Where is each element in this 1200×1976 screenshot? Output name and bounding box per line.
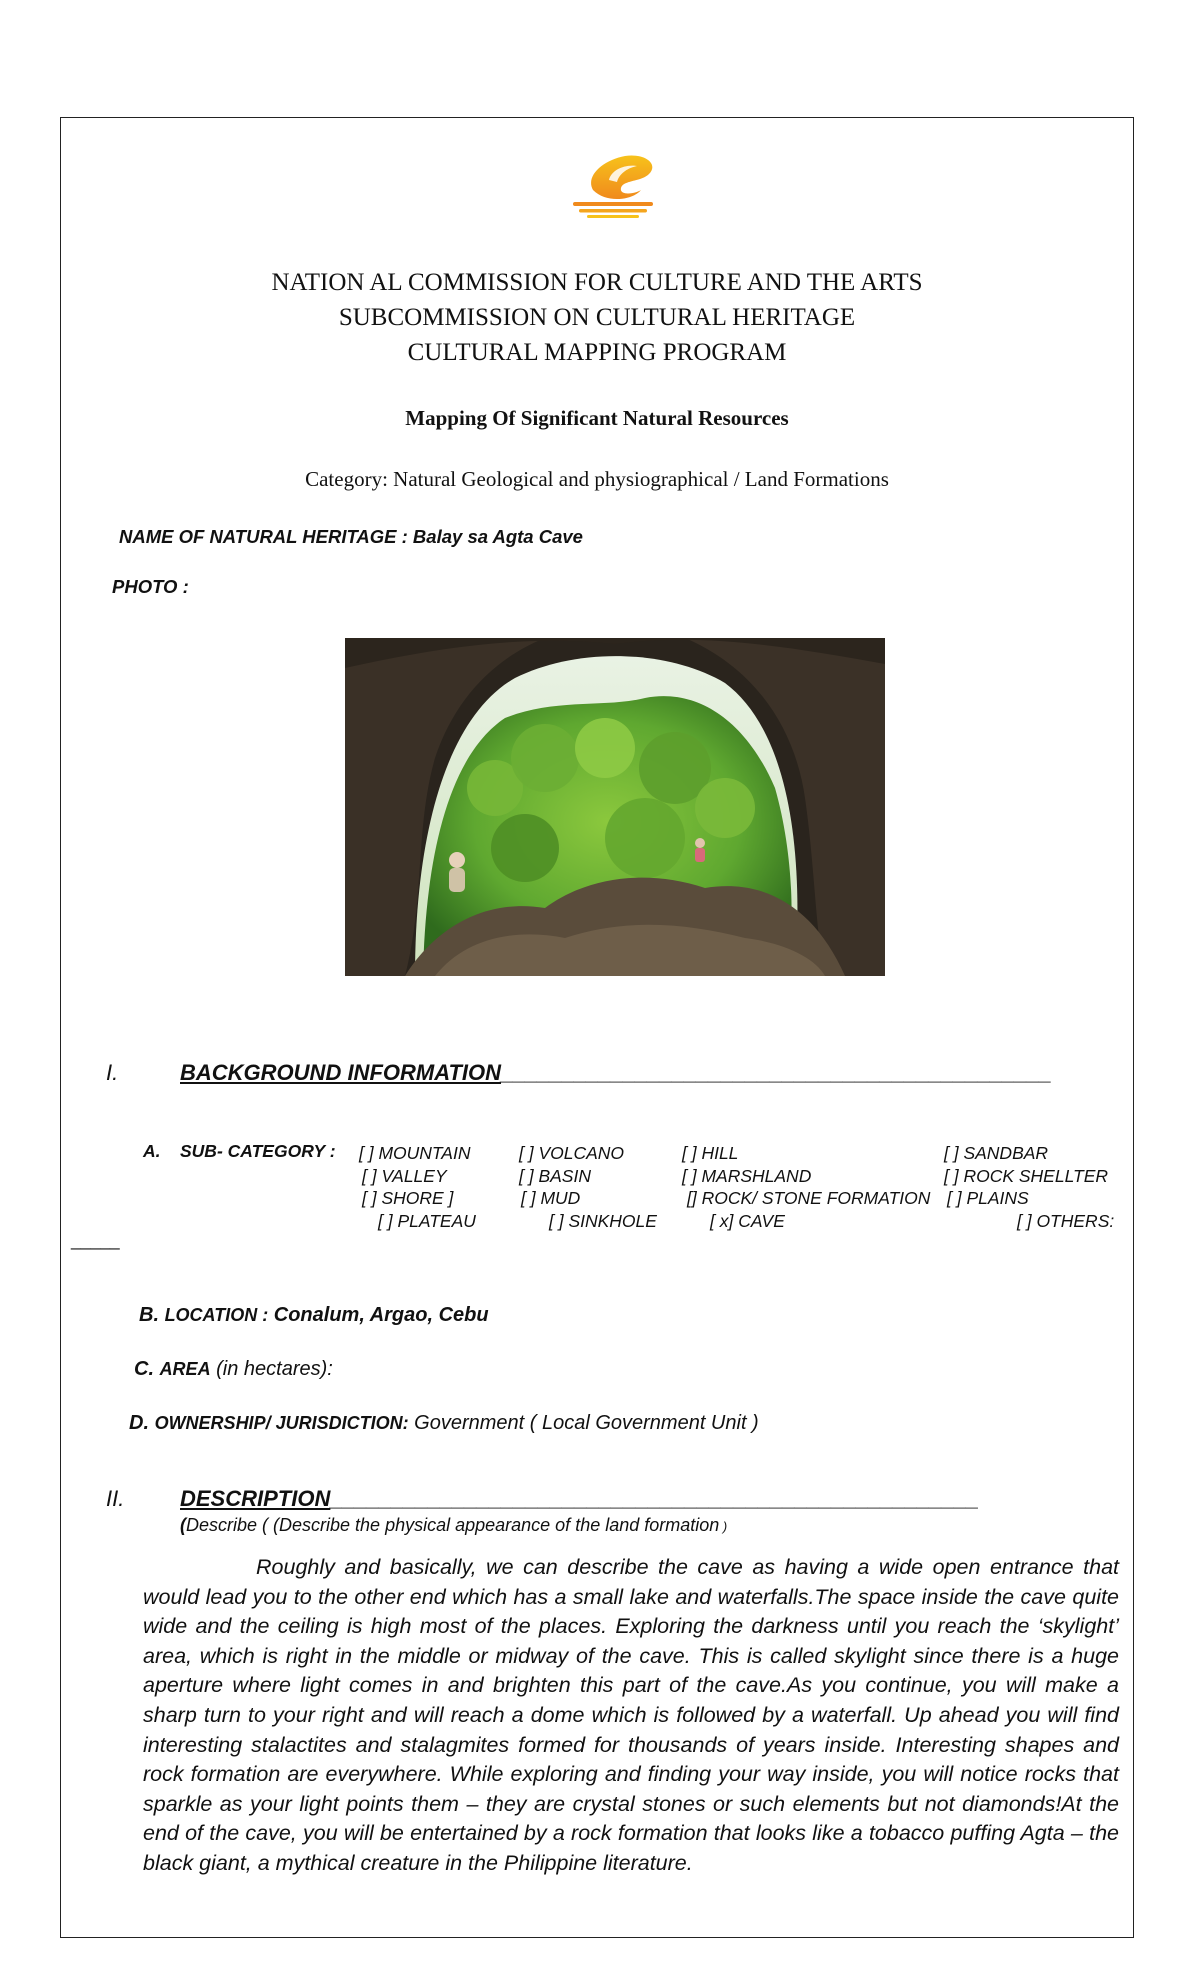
option-basin[interactable]: [ ] BASIN xyxy=(519,1166,591,1186)
ownership-row xyxy=(129,1412,759,1435)
sub-category-label: SUB- CATEGORY : xyxy=(180,1141,336,1161)
section-1-rule: _____________________________________________ xyxy=(501,1060,1052,1085)
header-line-2: SUBCOMMISSION ON CULTURAL HERITAGE xyxy=(338,304,856,331)
form-title: Mapping Of Significant Natural Resources xyxy=(405,406,789,430)
others-blank-line: _____ xyxy=(71,1230,120,1250)
option-sandbar[interactable]: [ ] SANDBAR xyxy=(944,1143,1049,1163)
option-volcano[interactable]: [ ] VOLCANO xyxy=(519,1143,625,1163)
category-line: Category: Natural Geological and physiographical / Land Formations xyxy=(305,467,889,491)
description-body xyxy=(143,1553,1119,1879)
option-mud[interactable]: [ ] MUD xyxy=(521,1188,581,1208)
option-rock-shelter[interactable]: [ ] ROCK SHELLTER xyxy=(944,1166,1109,1186)
header-block xyxy=(60,265,1134,370)
option-plateau[interactable]: [ ] PLATEAU xyxy=(378,1211,476,1231)
section-2-number: II. xyxy=(106,1486,125,1511)
instruction-text: Describe ( (Describe the physical appearance of the land formation xyxy=(186,1515,720,1535)
section-1-number: I. xyxy=(106,1060,119,1085)
ownership-prefix: D. xyxy=(129,1412,155,1434)
option-cave[interactable]: [ x] CAVE xyxy=(710,1211,785,1231)
header-line-1: NATION AL COMMISSION FOR CULTURE AND THE ARTS xyxy=(271,269,923,296)
photo-label: PHOTO : xyxy=(112,576,189,597)
ncca-flame-logo-icon xyxy=(563,150,663,220)
section-2-rule: _____________________________________________________ xyxy=(330,1486,979,1511)
heritage-name: NAME OF NATURAL HERITAGE : Balay sa Agta Cave xyxy=(119,526,583,547)
option-sinkhole[interactable]: [ ] SINKHOLE xyxy=(549,1211,657,1231)
cave-photo-icon xyxy=(345,638,885,976)
location-row xyxy=(139,1304,489,1327)
header-line-3: CULTURAL MAPPING PROGRAM xyxy=(407,339,787,366)
ownership-label: OWNERSHIP/ JURISDICTION: xyxy=(154,1413,409,1433)
section-2-title: DESCRIPTION xyxy=(180,1486,331,1511)
description-instruction xyxy=(180,1515,727,1536)
option-valley[interactable]: [ ] VALLEY xyxy=(362,1166,447,1186)
option-hill[interactable]: [ ] HILL xyxy=(682,1143,739,1163)
option-mountain[interactable]: [ ] MOUNTAIN xyxy=(359,1143,471,1163)
cave-entrance-photo xyxy=(345,638,885,976)
area-row xyxy=(134,1358,333,1381)
option-others[interactable]: [ ] OTHERS: xyxy=(1017,1211,1115,1231)
instruction-open-paren: ( xyxy=(180,1515,186,1535)
description-paragraph: Roughly and basically, we can describe the cave as having a wide open entrance that would lead you to the other end which has a small lake and waterfalls.The space inside the cave quite wide and the ceiling is high most of the places. Exploring the darkness until you reach the ‘skylight’ area, which is right in the middle or midway of the cave. This is called skylight since there is a huge aperture where light comes in and brighten this part of the cave.As you continue, you will make a sharp turn to your right and will reach a dome which is followed by a waterfall. Up ahead you will find interesting stalactites and stalagmites formed for thousands of years inside. Interesting shapes and rock formation are everywhere. While exploring and finding your way inside, you will notice rocks that sparkle as your light points them – they are crystal stones or such elements but not diamonds!At the end of the cave, you will be entertained by a rock formation that looks like a tobacco puffing Agta – the black giant, a mythical creature in the Philippine literature. xyxy=(143,1555,1119,1875)
area-prefix: C. xyxy=(134,1358,160,1380)
location-label: LOCATION : xyxy=(164,1305,269,1325)
ownership-value: Government ( Local Government Unit ) xyxy=(408,1412,759,1434)
option-marshland[interactable]: [ ] MARSHLAND xyxy=(682,1166,812,1186)
section-1-title: BACKGROUND INFORMATION xyxy=(180,1060,502,1085)
section-1-heading xyxy=(180,1060,1052,1086)
instruction-close: ) xyxy=(719,1519,728,1534)
area-label: AREA xyxy=(159,1359,211,1379)
area-value: (in hectares): xyxy=(210,1358,333,1380)
option-rock-formation[interactable]: [] ROCK/ STONE FORMATION xyxy=(687,1188,931,1208)
location-prefix: B. xyxy=(139,1304,165,1326)
section-2-heading xyxy=(180,1486,979,1512)
sub-category-letter: A. xyxy=(143,1141,161,1161)
option-shore[interactable]: [ ] SHORE ] xyxy=(362,1188,454,1208)
location-value: Conalum, Argao, Cebu xyxy=(268,1304,489,1326)
option-plains[interactable]: [ ] PLAINS xyxy=(947,1188,1029,1208)
